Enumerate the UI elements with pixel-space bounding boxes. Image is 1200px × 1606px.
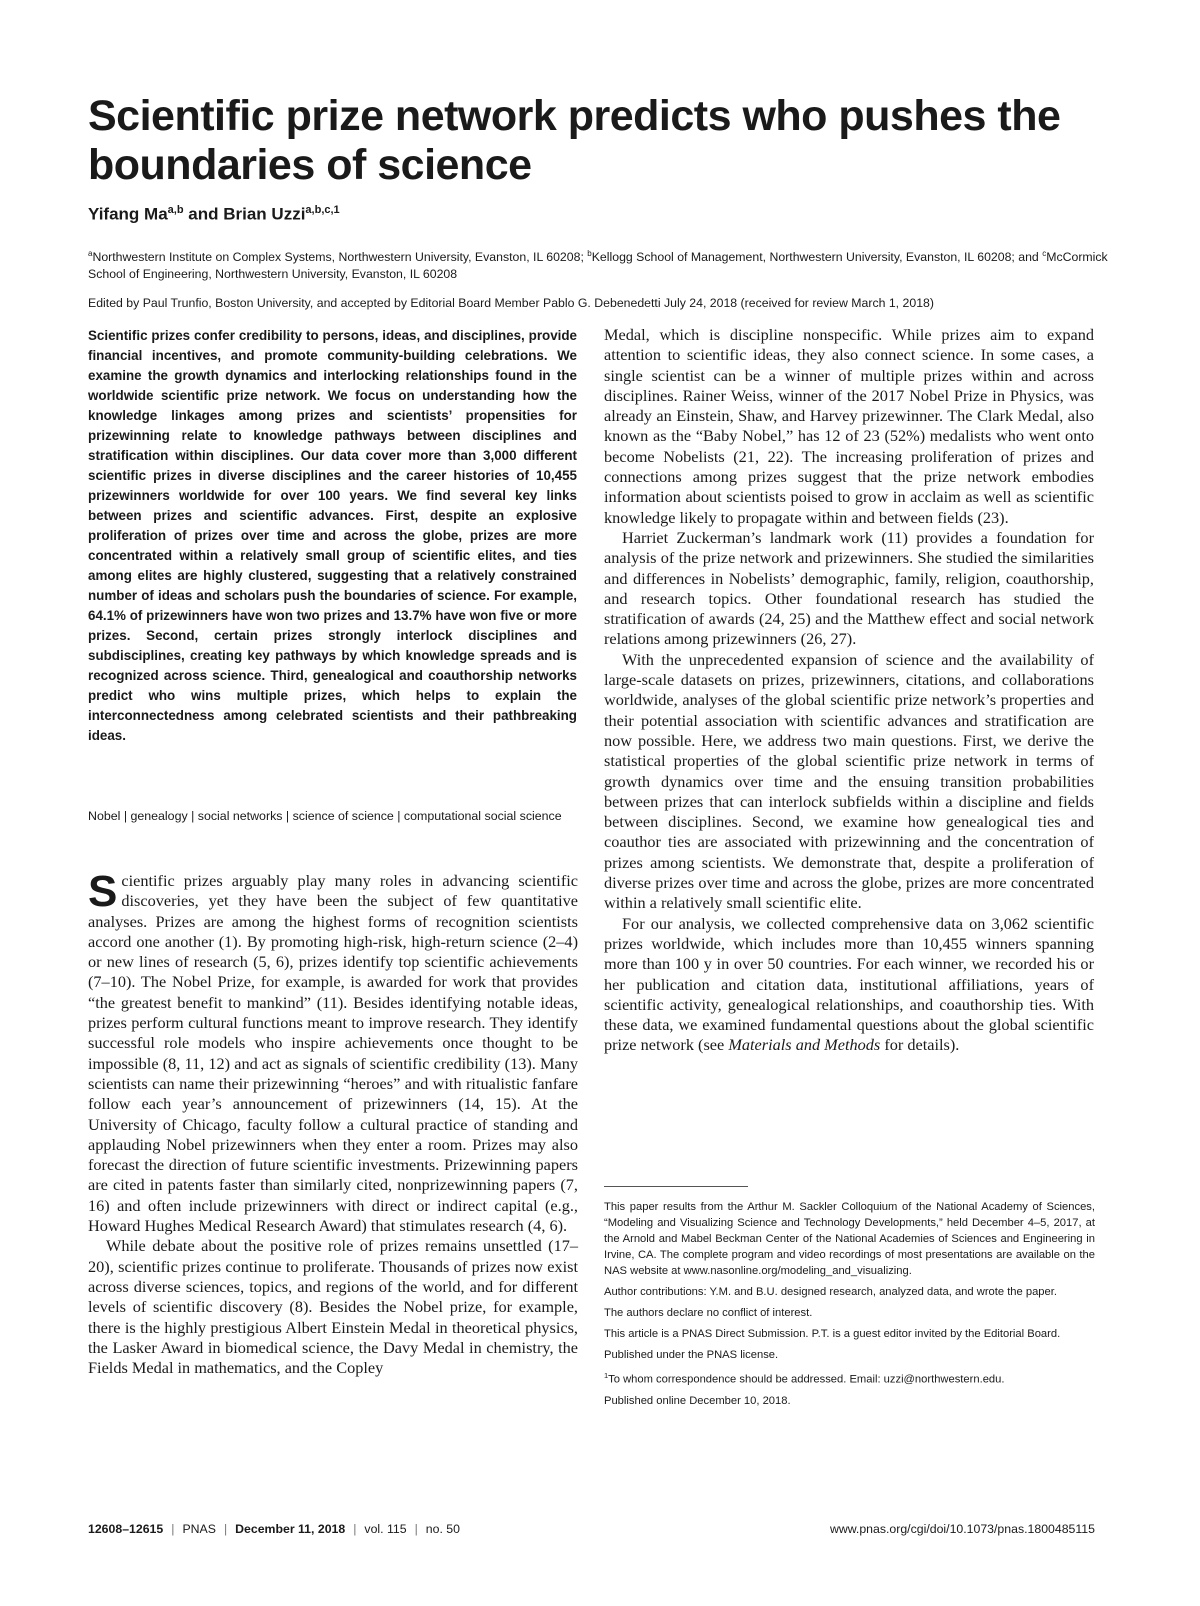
footnote-correspondence <box>604 1368 1095 1388</box>
body-paragraph: With the unprecedented expansion of science and the availability of large-scale datasets on prizes, prizewinners, citations, and collaborations worldwide, analyses of the global scientific prize network’s properties and their potential association with scientific advances and stratification are now possible. Here, we address two main questions. First, we derive the statistical properties of the global scientific prize network in terms of growth dynamics over time and the ensuing transition probabilities between prizes that can interlock subfields within a discipline and fields between disciplines. Second, we examine how genealogical ties and coauthor ties are associated with prizewinning and the concentration of prizes among scientists. We demonstrate that, despite a proliferation of diverse prizes over time and across the globe, prizes are more concentrated within a relatively small scientific elite. <box>604 649 1094 913</box>
page-footer-citation: 12608–12615 | PNAS | December 11, 2018 | vol. 115 | no. 50 <box>88 1522 460 1536</box>
correspondence-text: To whom correspondence should be addressed. Email: uzzi@northwestern.edu. <box>608 1373 1005 1386</box>
page-range: 12608–12615 <box>88 1522 164 1536</box>
journal-name: PNAS <box>182 1522 216 1536</box>
affiliations <box>88 245 1118 283</box>
footnote-divider <box>604 1186 748 1187</box>
body-paragraph: While debate about the positive role of prizes remains unsettled (17–20), scientific prizes continue to proliferate. Thousands of prizes now exist across diverse sciences, topics, and regions of the world, and for different levels of scientific discovery (8). Besides the Nobel prize, for example, there is the highly prestigious Albert Einstein Medal in theoretical physics, the Lasker Award in biomedical science, the Davy Medal in chemistry, the Fields Medal in mathematics, and the Copley <box>88 1236 578 1378</box>
edited-by-line: Edited by Paul Trunfio, Boston University, and accepted by Editorial Board Member Pablo G. Debenedetti July 24, 2018 (received for review March 1, 2018) <box>88 296 934 310</box>
author-affiliation-marks: a,b <box>167 204 184 216</box>
paragraph-text: For our analysis, we collected comprehensive data on 3,062 scientific prizes worldwide, which includes more than 10,455 winners spanning more than 100 y in over 50 countries. For each winner, we recorded his or her publication and citation data, institutional affiliations, years of scientific activity, genealogical relationships, and coauthorship ties. With these data, we examined fundamental questions about the global scientific prize network (see <box>604 913 1094 1055</box>
footnote-direct-submission: This article is a PNAS Direct Submission. P.T. is a guest editor invited by the Editorial Board. <box>604 1328 1061 1340</box>
footnote-colloquium: This paper results from the Arthur M. Sackler Colloquium of the National Academy of Sciences, “Modeling and Visualizing Science and Technology Developments,” held December 4–5, 2017, at the Arnold and Mabel Beckman Center of the National Academies of Sciences and Engineering in Irvine, CA. The complete program and video recordings of most presentations are available on the NAS website at www.nasonline.org/modeling_and_visualizing. <box>604 1201 1095 1277</box>
footnote-published-online: Published online December 10, 2018. <box>604 1394 791 1407</box>
author-conjunction: and <box>183 204 224 224</box>
affiliation-text: Kellogg School of Management, Northwestern University, Evanston, IL 60208; and <box>591 250 1043 265</box>
volume: vol. 115 <box>364 1522 407 1536</box>
affiliation-mark: c <box>1042 249 1047 258</box>
affiliation-text: Northwestern Institute on Complex Systems, Northwestern University, Evanston, IL 60208; <box>92 250 588 265</box>
body-paragraph: Harriet Zuckerman’s landmark work (11) provides a foundation for analysis of the prize network and prizewinners. She studied the similarities and differences in Nobelists’ demographic, family, religion, coauthorship, and research topics. Other foundational research has studied the stratification of awards (24, 25) and the Matthew effect and social network relations among prizewinners (26, 27). <box>604 527 1094 649</box>
doi-link[interactable]: www.pnas.org/cgi/doi/10.1073/pnas.1800485115 <box>829 1522 1095 1536</box>
body-paragraph: Medal, which is discipline nonspecific. While prizes aim to expand attention to scientific ideas, they also connect science. In some cases, a single scientist can be a winner of multiple prizes within and across disciplines. Rainer Weiss, winner of the 2017 Nobel Prize in Physics, was already an Einstein, Shaw, and Harvey prizewinner. The Clark Medal, also known as the “Baby Nobel,” has 12 of 23 (52%) medalists who went onto become Nobelists (21, 22). The increasing proliferation of prizes and connections among prizes suggest that the prize network embodies information about scientists poised to grow in acclaim as well as scientific knowledge likely to propagate within and between fields (23). <box>604 325 1094 527</box>
body-paragraph <box>604 914 1094 1056</box>
section-reference: Materials and Methods <box>728 1035 881 1055</box>
author-name: Yifang Ma <box>88 204 168 224</box>
body-paragraph <box>88 867 578 1236</box>
author-name: Brian Uzzi <box>223 204 306 224</box>
affiliation-text: McCormick School of Engineering, Northwestern University, Evanston, IL 60208 <box>88 250 1108 282</box>
footnotes <box>604 1199 1095 1414</box>
paragraph-text: cientific prizes arguably play many roles in advancing scientific discoveries, yet they have been the subject of few quantitative analyses. Prizes are among the highest forms of recognition scientists accord one another (1). By promoting high-risk, high-return science (2–4) or new lines of research (5, 6), prizes identify top scientific achievements (7–10). The Nobel Prize, for example, is awarded for work that provides “the greatest benefit to mankind” (11). Besides identifying notable ideas, prizes perform cultural functions meant to improve research. They identify successful role models who inspire achievements once thought to be impossible (8, 11, 12) and act as signals of scientific credibility (13). Many scientists can name their prizewinning “heroes” and with ritualistic fanfare follow each year’s announcement of prizewinners (14, 15). At the University of Chicago, faculty follow a cultural practice of standing and applauding Nobel prizewinners when they enter a room. Prizes may also forecast the direction of future scientific investments. Prizewinning papers are cited in patents faster than similarly cited, nonprizewinning papers (7, 16) and often include prizewinners with direct or indirect capital (e.g., Howard Hughes Medical Research Award) that stimulates research (4, 6). <box>88 871 578 1236</box>
drop-cap: S <box>88 867 118 916</box>
article-title: Scientific prize network predicts who pushes the boundaries of science <box>88 92 1061 189</box>
footnote-conflict: The authors declare no conflict of interest. <box>604 1307 813 1319</box>
footnote-contributions: Author contributions: Y.M. and B.U. designed research, analyzed data, and wrote the paper. <box>604 1286 1057 1298</box>
paragraph-text: for details). <box>880 1035 960 1055</box>
body-column-right <box>604 325 1094 1056</box>
footnote-mark: 1 <box>604 1371 609 1380</box>
affiliation-mark: b <box>587 249 592 258</box>
body-column-left <box>88 867 578 1378</box>
issue-number: no. 50 <box>425 1522 460 1536</box>
footnote-license: Published under the PNAS license. <box>604 1349 779 1361</box>
author-line <box>88 204 340 225</box>
issue-date: December 11, 2018 <box>235 1522 346 1536</box>
affiliation-mark: a <box>88 249 93 258</box>
keywords: Nobel | genealogy | social networks | science of science | computational social science <box>88 809 562 823</box>
abstract: Scientific prizes confer credibility to persons, ideas, and disciplines, provide financial incentives, and promote community-building celebrations. We examine the growth dynamics and interlocking relationships found in the worldwide scientific prize network. We focus on understanding how the knowledge linkages among prizes and scientists’ propensities for prizewinning relate to knowledge pathways between disciplines and stratification within disciplines. Our data cover more than 3,000 different scientific prizes in diverse disciplines and the career histories of 10,455 prizewinners worldwide for over 100 years. We find several key links between prizes and scientific advances. First, despite an explosive proliferation of prizes over time and across the globe, prizes are more concentrated within a relatively small group of scientific elites, and ties among elites are highly clustered, suggesting that a relatively constrained number of ideas and scholars push the boundaries of science. For example, 64.1% of prizewinners have won two prizes and 13.7% have won five or more prizes. Second, certain prizes strongly interlock disciplines and subdisciplines, creating key pathways by which knowledge spreads and is recognized across science. Third, genealogical and coauthorship networks predict who wins multiple prizes, which helps to explain the interconnectedness among celebrated scientists and their pathbreaking ideas. <box>88 328 577 743</box>
author-affiliation-marks: a,b,c,1 <box>305 204 340 216</box>
